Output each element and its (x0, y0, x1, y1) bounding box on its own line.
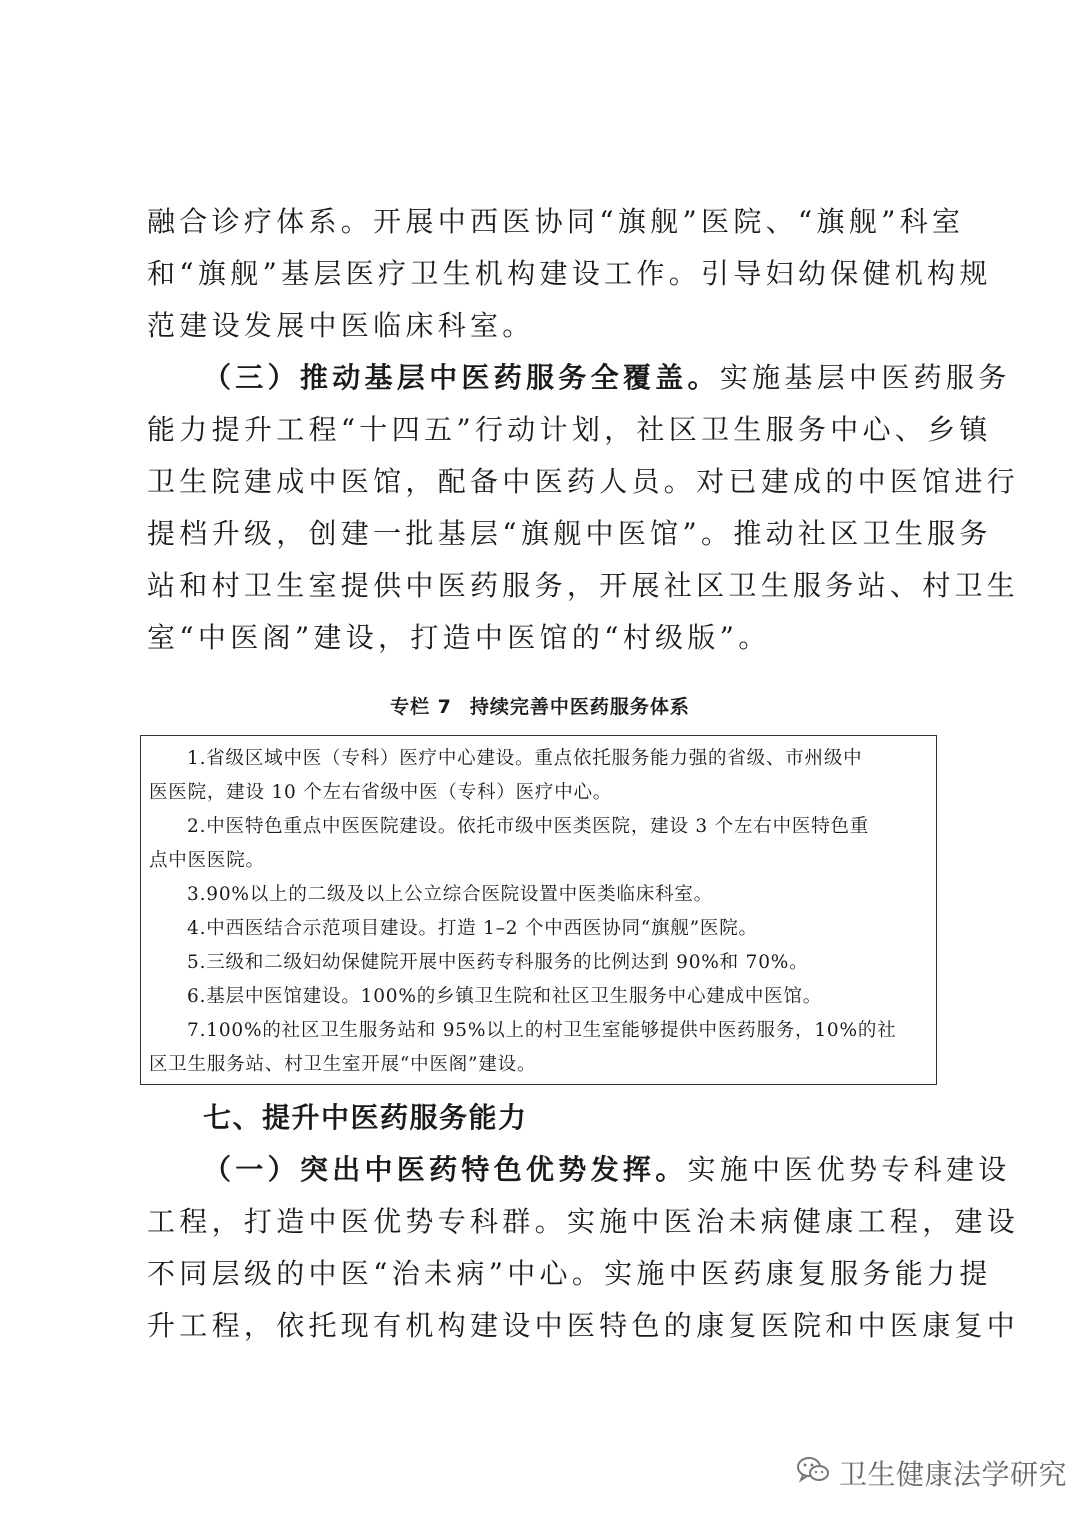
paragraph-lead: （三）推动基层中医药服务全覆盖。 (203, 361, 720, 394)
column-box-title (0, 692, 1080, 719)
body-text-line: 和“旗舰”基层医疗卫生机构建设工作。引导妇幼保健机构规 (147, 257, 992, 290)
paragraph-lead: （一）突出中医药特色优势发挥。 (203, 1153, 688, 1186)
column-box-line: 2.中医特色重点中医医院建设。依托市级中医类医院，建设 3 个左右中医特色重 (187, 816, 870, 837)
paragraph-line (203, 1153, 1011, 1187)
body-text-line: 室“中医阁”建设，打造中医馆的“村级版”。 (147, 621, 771, 654)
column-box-line: 6.基层中医馆建设。100%的乡镇卫生院和社区卫生服务中心建成中医馆。 (187, 986, 823, 1007)
paragraph-line (203, 361, 1011, 395)
column-box-line: 点中医医院。 (149, 850, 265, 871)
column-box-line: 4.中西医结合示范项目建设。打造 1–2 个中西医协同“旗舰”医院。 (187, 918, 758, 939)
body-text-line: 能力提升工程“十四五”行动计划，社区卫生服务中心、乡镇 (147, 413, 992, 446)
wechat-icon (795, 1455, 839, 1492)
column-box-line: 7.100%的社区卫生服务站和 95%以上的村卫生室能够提供中医药服务，10%的社 (187, 1020, 897, 1041)
body-text-line: 卫生院建成中医馆，配备中医药人员。对已建成的中医馆进行 (147, 465, 1020, 498)
column-box-line: 1.省级区域中医（专科）医疗中心建设。重点依托服务能力强的省级、市州级中 (187, 748, 863, 769)
paragraph-text: 实施中医优势专科建设 (687, 1153, 1011, 1186)
body-text-line: 升工程，依托现有机构建设中医特色的康复医院和中医康复中 (147, 1309, 1020, 1342)
body-text-line: 工程，打造中医优势专科群。实施中医治未病健康工程，建设 (147, 1205, 1020, 1238)
paragraph-text: 实施基层中医药服务 (719, 361, 1011, 394)
column-box-line: 医医院，建设 10 个左右省级中医（专科）医疗中心。 (149, 782, 613, 803)
body-text-line: 站和村卫生室提供中医药服务，开展社区卫生服务站、村卫生 (147, 569, 1020, 602)
column-box-label: 专栏 7 (390, 696, 452, 718)
column-box (140, 735, 937, 1085)
watermark-text: 卫生健康法学研究 (839, 1458, 1068, 1491)
column-box-heading: 持续完善中医药服务体系 (469, 696, 690, 718)
watermark (795, 1453, 1067, 1493)
body-text-line: 提档升级，创建一批基层“旗舰中医馆”。推动社区卫生服务 (147, 517, 992, 550)
body-text-line: 不同层级的中医“治未病”中心。实施中医药康复服务能力提 (147, 1257, 992, 1290)
column-box-line: 5.三级和二级妇幼保健院开展中医药专科服务的比例达到 90%和 70%。 (187, 952, 809, 973)
body-text-line: 融合诊疗体系。开展中西医协同“旗舰”医院、“旗舰”科室 (147, 205, 965, 238)
column-box-line: 区卫生服务站、村卫生室开展“中医阁”建设。 (149, 1054, 537, 1075)
body-text-line: 范建设发展中医临床科室。 (147, 309, 535, 342)
section-heading: 七、提升中医药服务能力 (203, 1101, 528, 1134)
column-box-line: 3.90%以上的二级及以上公立综合医院设置中医类临床科室。 (187, 884, 713, 905)
